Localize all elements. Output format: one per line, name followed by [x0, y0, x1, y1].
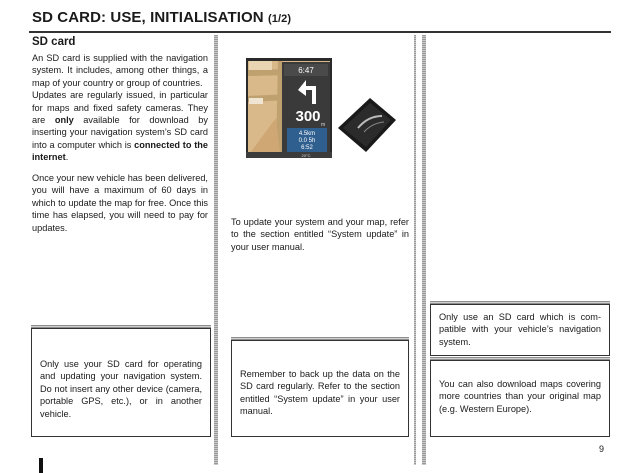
intro-paragraph: An SD card is supplied with the navigation system. It includes, among other things, a map of your country or group of countries. Updates are regularly issued, in particular for maps and fixed safety cameras. They are only available for download by inserting your navigation system’s SD card into a computer which is connected to the internet.: [32, 53, 208, 163]
note-sd-card-usage: Only use your SD card for operating and updating your navigation system. Do not insert any other device (camera, portable GPS, etc.), or in another vehicle.: [31, 328, 211, 437]
navigation-screen-illustration: [246, 58, 406, 160]
gps-distance: 300: [295, 108, 321, 125]
page-number: 9: [599, 444, 605, 454]
page-corner-mark: [39, 458, 43, 473]
gps-clock: 6:47: [298, 66, 314, 75]
note-backup: Remember to back up the data on the SD card regularly. Refer to the section entitled “System update” in your user manual.: [231, 340, 409, 437]
column-divider-right: [422, 35, 426, 465]
sd-card-icon: [338, 98, 396, 152]
page-title: SD CARD: USE, INITIALISATION (1/2): [32, 9, 292, 26]
header-rule: [29, 31, 611, 33]
gps-remaining-time: 0.0 5h: [298, 138, 316, 144]
gps-arrival: 6:52: [301, 145, 313, 151]
gps-temperature: 20°C: [301, 153, 311, 158]
note-download-maps: You can also download maps covering more countries than your original map (e.g. Western Europe).: [430, 360, 610, 437]
gps-unit: m: [321, 122, 326, 128]
gps-remaining-distance: 4.5km: [298, 131, 316, 137]
section-title: SD card: [32, 36, 76, 48]
update-caption: To update your system and your map, refer to the section entitled “System update” in your user manual.: [231, 217, 409, 252]
column-divider-mid: [414, 35, 416, 465]
note-compatible-card: Only use an SD card which is compatible with your vehicle’s navigation system.: [430, 304, 610, 356]
column-divider-left: [214, 35, 218, 465]
update-period-paragraph: Once your new vehicle has been delivered, you will have a maximum of 60 days in which to update the map for free. Once this time has elapsed, you will need to pay for updates.: [32, 173, 208, 233]
